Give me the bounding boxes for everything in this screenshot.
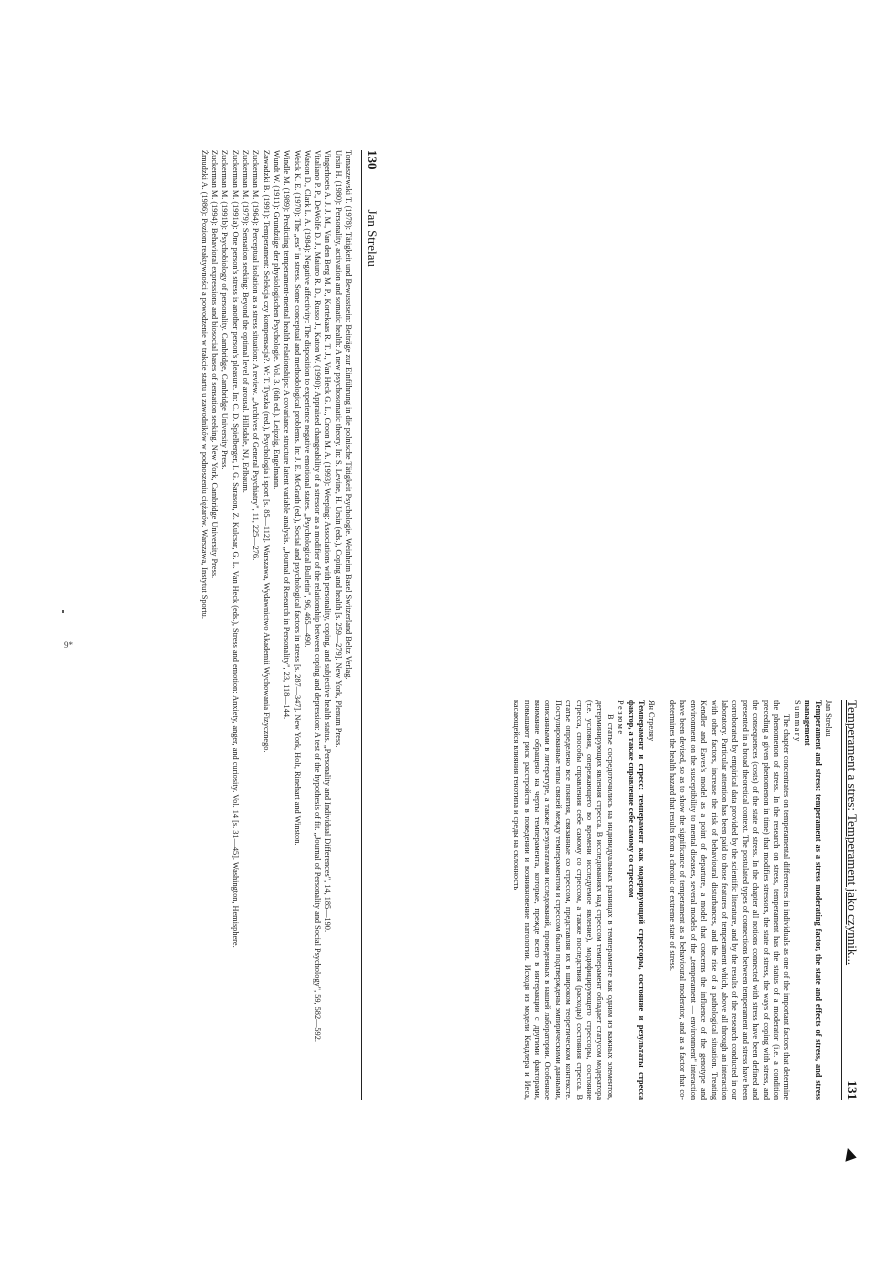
right-page [460, 700, 860, 1100]
reference-entry: Wundt W. (1911): Grundzüge der physiologischen Psychologie. Vol. 3. (6th ed.). Leipzig, Engelmann. [271, 150, 281, 490]
reference-entry: Zuckerman M. (1964): Perceptual isolation as a stress situation: A review. „Archives of General Psychiatry", 11, 225—276. [251, 150, 261, 561]
reference-entry: Tomaszewski T. (1978): Tätigkeit und Bewusstsein: Beiträge zur Einführung in die polnische Tätigkeit Psychologie. Weinheim Basel Switzerland Beltz Verlag. [344, 150, 353, 680]
right-running-head [841, 700, 860, 1100]
reference-entry: Zuckerman M. (1994): Behavioral expressions and biosocial bases of sensation seeking. New York, Cambridge University Press. [210, 150, 220, 579]
reference-entry: Weick K. E. (1970): The „ess" in stress. Some conceptual and methodological problems. In: J. E. McGrath (ed.), Social and psychological factors in stress [s. 287—347]. New York, Holt, Rinehart and Winston. [292, 150, 302, 846]
signature-mark: 9* [64, 640, 73, 650]
scan-edge-mark [841, 1146, 856, 1161]
reference-entry: Vingerhoets A. J. J. M., Van den Berg M. P., Kortekaas R. T. J., Van Heck G. L., Croon M. A. (1993): Weeping: Associations with personality, coping, and subjective health status. „Personality and Individual Differences", 14, 185—190. [323, 150, 333, 933]
left-page-number: 130 [365, 150, 380, 170]
reference-entry: Zuckerman M. (1979): Sensation seeking: Beyond the optimal level of arousal. Hillsdale, NJ, Erlbaum. [241, 150, 251, 493]
reference-entry: Zuckerman M. (1991b): Psychobiology of personality. Cambridge, Cambridge University Press. [220, 150, 230, 470]
english-summary-section [667, 700, 834, 1100]
reference-entry: Zuckerman M. (1991a): One person's stress is another person's pleasure. In: C. D. Spielberger, I. G. Sarason, Z. Kulcsar, G. L. Van Heck (eds.), Stress and emotion: Anxiety, anger, and curiosity. Vol. 14 [s. 31—45]. Washington, Hemisphere. [230, 150, 240, 948]
summary-author: Jan Strelau [824, 700, 833, 737]
reference-entry: Żmudzki A. (1986): Poziom reaktywności a powodzenie w trakcie startu u zawodników w podnoszeniu ciężarów. Warszawa, Instytut Sportu. [199, 150, 209, 619]
resume-text: В статье сосредоточились на индивидуальных разницах в темпераменте как одним из важных элементов, детерминирующих явления стресса. В исследованиях над стрессом темперамент обладает статусом модератора (т.е. условия, опережающего во времени исследуемое явление), модифицирующего стрессоры, состояние стресса, способы справления себе самому со стрессом, а также последствия (расходы) состояния стресса. В статье определено все понятия, связанные со стрессом, представляя их в широком теоретическом контексте. Постулированные типы связей между темпераментом и стрессом были подтверждены эмпирическими данными, описанными в литературе, а также результатами исследований, проведенных в нашей лаборатории. Особенное внимание обращено на черты темперамента, которые, прежде всего в интеракции с другими факторами, повышают риск расстройств в поведении и возникновение патологии. Исходя из модели Кендлера и Иеса, касающейся влияния генотипа и среды на склонность [512, 700, 615, 1100]
reference-entry: Watson D., Clark L. A. (1984): Negative affectivity: The disposition to experience negative emotional states. „Psychological Bulletin", 96, 465—490. [302, 150, 312, 648]
reference-entry: Windle M. (1989): Predicting temperament-mental health relationships: A covariance structure latent variable analysis. „Journal of Research in Personality", 23, 118—144. [282, 150, 292, 720]
left-running-head [361, 150, 380, 1100]
right-page-number: 131 [845, 1080, 860, 1100]
scan-speck [62, 610, 64, 613]
reference-entry: Vitaliano P. P., DeWolfe D. J., Maiuro R. D., Russo J., Katon W. (1990): Appraised changeability of a stressor as a modifier of the relationship between coping and depression: A test of the hypothesis of fit. „Journal of Personality and Social Psychology", 59, 582—592. [313, 150, 323, 1042]
reference-entry: Zawadzki B. (1991): Temperament: Selekcja czy kompensacja?. W: T. Tyszka (red.), Psychologia i sport [s. 85—112]. Warszawa, Wydawnictwo Akademii Wychowania Fizycznego. [261, 150, 271, 753]
summary-heading: Summary [792, 700, 802, 743]
reference-list [199, 150, 353, 1100]
russian-resume-section [511, 700, 657, 1100]
summary-title: Temperament and stress: temperament as a stress moderating factor, the state and effects of stress, and stress management [803, 700, 823, 1100]
left-running-head-author: Jan Strelau [365, 209, 380, 267]
reference-entry: Ursin H. (1980): Personality, activation and somatic health: A new psychosomatic theory. In: S. Levine, H. Ursin (eds.), Coping and health [s. 259—279]. New York, Plenum Press. [333, 150, 343, 748]
right-running-head-title: Temperament a stres: Temperament jako czynnik... [845, 700, 860, 966]
left-page [130, 150, 380, 1100]
resume-author: Ян Стреляу [647, 700, 657, 742]
resume-title: Темперамент и стресс: темперамент как модерирующий стрессоры, состояние и результаты стресса фактор, а также справление себе самому со стрессом [626, 700, 647, 1100]
resume-heading: Резюме [616, 700, 626, 736]
summary-text: The chapter concentrates on temperamental differences in individuals as one of the important factors that determine the phenomenon of stress. In the research on stress, temperament has the status of a moderator (i.e. a condition preceding a given phenomenon in time) that modifies stressors, the state of stress, the ways of coping with stress, and the consequences (costs) of the state of stress. In the chapter all notions connected with stress have been defined and presented in a broad theoretical context. The postulated types of connections between temperament and stress have been corroborated by empirical data provided by the scientific literature, and by the results of the research conducted in our laboratory. Particular attention has been paid to those features of temperament which, above all through an interaction with other factors, increase the risk of behavioural disturbances, and the rise of a pathological situation. Treating Kendler and Eaves's model as a point of departure, a model that concerns the influence of the genotype and environment on the susceptibility to mental diseases, several models of the „temperament — environment" interaction have been devised, so as to show the significance of temperament as a behavioural moderator, and as a factor that co-determines the health hazard that results from a chronic or extreme state of stress. [667, 700, 792, 1100]
